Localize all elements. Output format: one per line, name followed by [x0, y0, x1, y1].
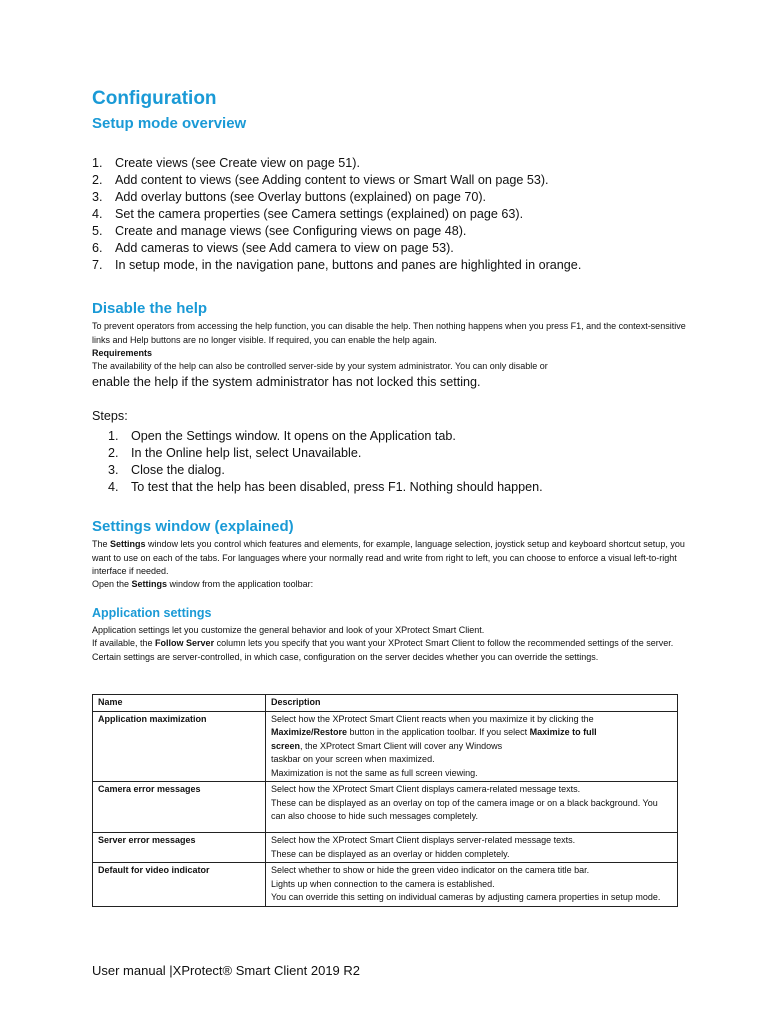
list-item: 3. Close the dialog.: [108, 463, 225, 477]
table-row: [93, 782, 678, 833]
application-settings-heading: Application settings: [92, 606, 212, 620]
disable-steps-list: [108, 428, 543, 496]
settings-table: [92, 694, 678, 907]
table-cell-description: Select how the XProtect Smart Client displays camera-related message texts. These can be displayed as an overlay on top of the camera image or on a black background. You can also choose to hide such messages completely.: [266, 782, 678, 833]
table-header-row: [93, 695, 678, 712]
page-title: Configuration: [92, 88, 217, 109]
disable-help-heading: Disable the help: [92, 300, 208, 317]
follow-server-paragraph: If available, the Follow Server column lets you specify that you want your XProtect Smart Client to follow the recommended settings of the server. Certain settings are server-controlled, in which case, configuration on the server decides whether you can override the settings.: [92, 638, 674, 662]
table-row: [93, 863, 678, 907]
settings-open-paragraph: Open the Settings window from the application toolbar:: [92, 579, 314, 589]
table-row: [93, 833, 678, 863]
setup-steps-list: [92, 155, 581, 274]
requirements-paragraph: The availability of the help can also be controlled server-side by your system administrator. You can only disable or: [92, 361, 548, 371]
settings-window-heading: Settings window (explained): [92, 518, 294, 535]
setup-mode-heading: Setup mode overview: [92, 115, 247, 132]
list-item: 2. Add content to views (see Adding content to views or Smart Wall on page 53).: [92, 173, 549, 187]
table-header-name: Name: [93, 695, 266, 712]
page-footer: User manual |XProtect® Smart Client 2019 R2: [92, 963, 361, 978]
table-cell-description: Select how the XProtect Smart Client reacts when you maximize it by clicking the Maximize/Restore button in the application toolbar. If you select Maximize to full screen, the XProtect Smart Client will cover any Windows taskbar on your screen when maximized. Maximization is not the same as full screen viewing.: [266, 711, 678, 782]
list-item: 3. Add overlay buttons (see Overlay buttons (explained) on page 70).: [92, 190, 487, 204]
list-item: 5. Create and manage views (see Configuring views on page 48).: [92, 224, 467, 238]
table-cell-name: Application maximization: [93, 711, 266, 782]
list-item: 7. In setup mode, in the navigation pane, buttons and panes are highlighted in orange.: [92, 258, 582, 272]
application-settings-paragraph: Application settings let you customize the general behavior and look of your XProtect Smart Client.: [92, 625, 485, 635]
list-item: 4. Set the camera properties (see Camera settings (explained) on page 63).: [92, 207, 524, 221]
table-row: [93, 711, 678, 782]
requirements-label: Requirements: [92, 348, 153, 358]
table-header-description: Description: [266, 695, 678, 712]
list-item: 1. Open the Settings window. It opens on the Application tab.: [108, 429, 456, 443]
table-cell-name: Default for video indicator: [93, 863, 266, 907]
steps-label: Steps:: [92, 409, 128, 423]
list-item: 2. In the Online help list, select Unavailable.: [108, 446, 362, 460]
list-item: 4. To test that the help has been disabled, press F1. Nothing should happen.: [108, 480, 543, 494]
list-item: 6. Add cameras to views (see Add camera to view on page 53).: [92, 241, 454, 255]
table-cell-description: Select whether to show or hide the green video indicator on the camera title bar. Lights up when connection to the camera is established. You can override this setting on individual cameras by adjusting camera properties in setup mode.: [266, 863, 678, 907]
table-cell-description: Select how the XProtect Smart Client displays server-related message texts. These can be displayed as an overlay or hidden completely.: [266, 833, 678, 863]
requirements-paragraph-cont: enable the help if the system administrator has not locked this setting.: [92, 375, 481, 389]
disable-help-paragraph: To prevent operators from accessing the help function, you can disable the help. Then nothing happens when you press F1, and the context-sensitive links and Help buttons are no longer visible. If required, you can enable the help again.: [92, 321, 686, 345]
table-cell-name: Server error messages: [93, 833, 266, 863]
settings-window-paragraph: The Settings window lets you control which features and elements, for example, language selection, joystick setup and keyboard shortcut setup, you want to use on each of the tabs. For languages where your normally read and write from right to left, you can choose to enforce a visual left-to-right interface if needed.: [92, 539, 685, 577]
list-item: 1. Create views (see Create view on page 51).: [92, 156, 361, 170]
table-cell-name: Camera error messages: [93, 782, 266, 833]
